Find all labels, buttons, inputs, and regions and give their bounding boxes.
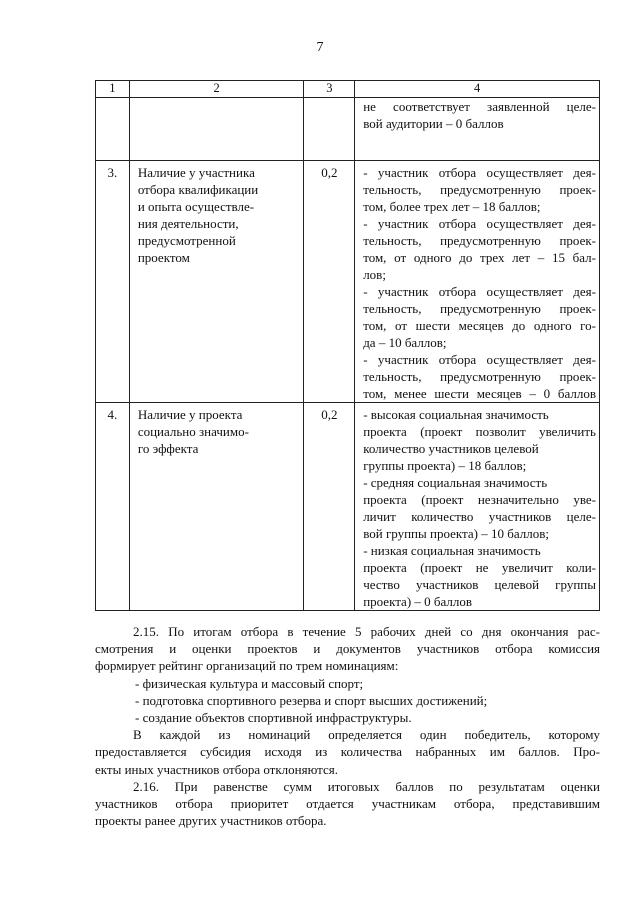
criterion-line: предусмотренной bbox=[137, 233, 236, 248]
criterion-line: и опыта осуществле- bbox=[137, 199, 255, 214]
header-cell: 3 bbox=[304, 81, 355, 98]
description-cell bbox=[355, 98, 600, 161]
description-line: проекта) – 0 баллов bbox=[363, 594, 473, 609]
description-line: проекта (проект не увеличит коли- bbox=[363, 560, 596, 575]
text-line: 2.15. По итогам отбора в течение 5 рабочих дней со дня окончания рас- bbox=[133, 624, 600, 639]
description-line: не соответствует заявленной целе- bbox=[363, 99, 596, 114]
criteria-table bbox=[95, 80, 600, 611]
text-line: предоставляется субсидия исходя из количества набранных им баллов. Про- bbox=[95, 744, 600, 760]
description-line: количество участников целевой bbox=[363, 441, 539, 456]
table-row bbox=[96, 403, 600, 611]
description-line: тельность, предусмотренную проек- bbox=[363, 301, 596, 316]
header-cell: 4 bbox=[355, 81, 600, 98]
description-line: чество участников целевой группы bbox=[363, 577, 596, 592]
description-line: - низкая социальная значимость bbox=[363, 543, 541, 558]
description-line: том, от одного до трех лет – 15 бал- bbox=[363, 250, 596, 265]
description-line: - средняя социальная значимость bbox=[363, 475, 548, 490]
criterion-line: ния деятельности, bbox=[137, 216, 239, 231]
page-number: 7 bbox=[316, 40, 324, 55]
text-line: проекты ранее других участников отбора. bbox=[95, 813, 327, 829]
description-line: да – 10 баллов; bbox=[363, 335, 447, 350]
description-line: личит количество участников целе- bbox=[363, 509, 596, 524]
description-line: том, от шести месяцев до одного го- bbox=[363, 318, 596, 333]
description-line: тельность, предусмотренную проек- bbox=[363, 369, 596, 384]
description-line: вой аудитории – 0 баллов bbox=[363, 116, 504, 131]
weight-cell: 0,2 bbox=[304, 161, 355, 403]
header-cell: 2 bbox=[129, 81, 304, 98]
nomination-list bbox=[95, 675, 600, 727]
criterion-line: го эффекта bbox=[137, 441, 199, 456]
list-item: - создание объектов спортивной инфраструктуры. bbox=[135, 710, 412, 726]
criterion-line: проектом bbox=[137, 250, 190, 265]
description-line: том, более трех лет – 18 баллов; bbox=[363, 199, 541, 214]
criterion-cell bbox=[129, 161, 304, 403]
description-line: тельность, предусмотренную проек- bbox=[363, 182, 596, 197]
body-text bbox=[95, 623, 600, 829]
description-cell bbox=[355, 403, 600, 611]
paragraph-2-15 bbox=[95, 623, 600, 675]
description-line: вой группы проекта) – 10 баллов; bbox=[363, 526, 549, 541]
description-cell bbox=[355, 161, 600, 403]
description-line: проекта (проект позволит увеличить bbox=[363, 424, 596, 439]
text-line: 2.16. При равенстве сумм итоговых баллов по результатам оценки bbox=[133, 778, 600, 794]
text-line: В каждой из номинаций определяется один победитель, которому bbox=[133, 727, 600, 743]
description-line: тельность, предусмотренную проек- bbox=[363, 233, 596, 248]
paragraph-2-16 bbox=[95, 778, 600, 830]
criterion-cell bbox=[129, 403, 304, 611]
criterion-line: Наличие у участника bbox=[137, 165, 255, 180]
criterion-line: социально значимо- bbox=[137, 424, 249, 439]
text-line: участников отбора приоритет отдается участникам отбора, представившим bbox=[95, 796, 600, 812]
description-line: - участник отбора осуществляет дея- bbox=[363, 216, 596, 231]
list-item: - подготовка спортивного резерва и спорт высших достижений; bbox=[135, 692, 488, 708]
description-line: - участник отбора осуществляет дея- bbox=[363, 352, 596, 367]
row-number: 3. bbox=[96, 161, 130, 403]
criterion-line: Наличие у проекта bbox=[137, 407, 243, 422]
description-line: группы проекта) – 18 баллов; bbox=[363, 458, 527, 473]
description-line: лов; bbox=[363, 267, 386, 282]
weight-cell: 0,2 bbox=[304, 403, 355, 611]
criterion-line: отбора квалификации bbox=[137, 182, 259, 197]
text-line: смотрения и оценки проектов и документов участников отбора комиссия bbox=[95, 641, 600, 657]
table-row bbox=[96, 161, 600, 403]
list-item: - физическая культура и массовый спорт; bbox=[135, 675, 364, 691]
table-header-row bbox=[96, 81, 600, 98]
table-row-continuation bbox=[96, 98, 600, 161]
header-cell: 1 bbox=[96, 81, 130, 98]
description-line: - участник отбора осуществляет дея- bbox=[363, 284, 596, 299]
row-number: 4. bbox=[96, 403, 130, 611]
description-line: том, менее шести месяцев – 0 баллов bbox=[363, 386, 596, 401]
text-line: екты иных участников отбора отклоняются. bbox=[95, 761, 338, 777]
text-line: формирует рейтинг организаций по трем номинациям: bbox=[95, 658, 399, 674]
description-line: - высокая социальная значимость bbox=[363, 407, 549, 422]
description-line: - участник отбора осуществляет дея- bbox=[363, 165, 596, 180]
paragraph-winner bbox=[95, 726, 600, 778]
description-line: проекта (проект незначительно уве- bbox=[363, 492, 596, 507]
